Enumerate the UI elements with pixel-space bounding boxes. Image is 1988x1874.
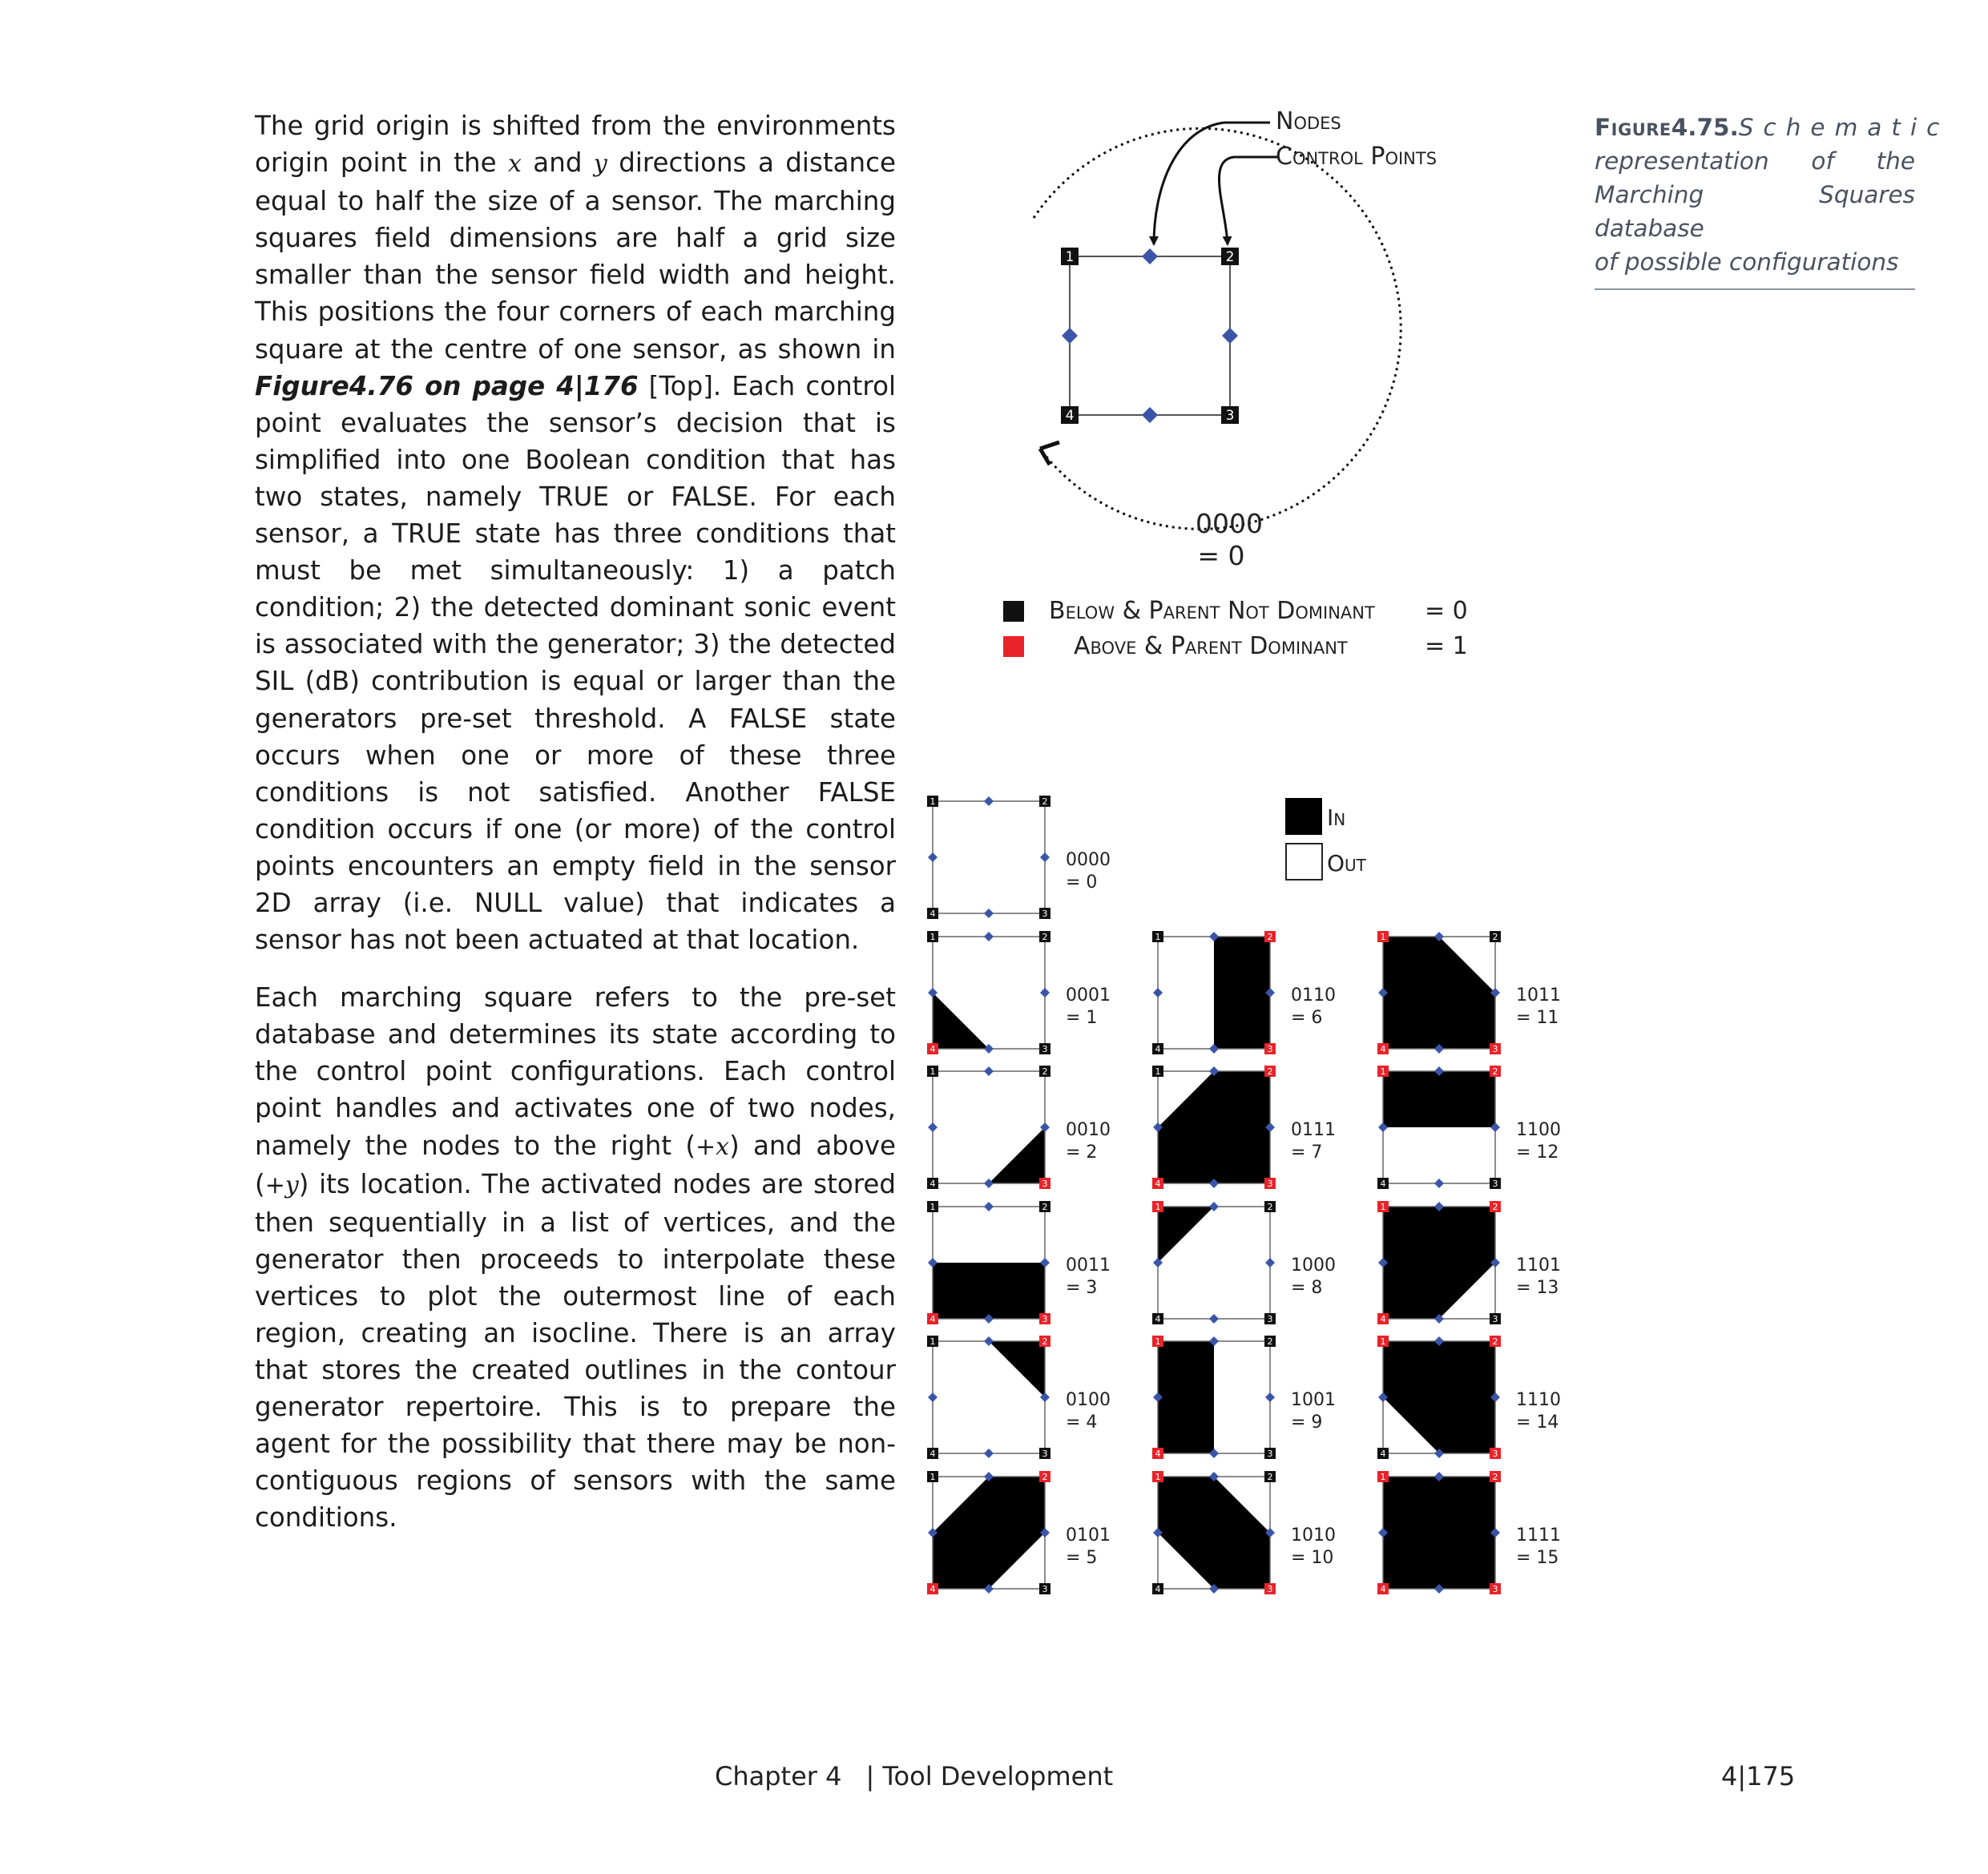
footer-section: | Tool Development (865, 1761, 1114, 1791)
configuration-code: 0111 (1291, 1120, 1336, 1140)
paragraph-2: Each marching square refers to the pre-set database and determines its state according to the control point configurations. Each control point handles and activates one of two nodes, namely the nodes to the right (+x) and above (+y) its location. The activated nodes are stored then sequentially in a list of vertices, and the generator then proceeds to interpolate these vertices to plot the outermost line of each region, creating an isocline. There is an array that stores the created outlines in the contour generator repertoire. This is to prepare the agent for the possibility that there may be non-contiguous regions of sensors with the same conditions. (255, 982, 896, 1533)
configuration-cell (927, 796, 1111, 919)
control-point-number: 4 (1155, 1448, 1161, 1459)
in-region (933, 1263, 1045, 1319)
control-point-number: 1 (1155, 1471, 1161, 1482)
configuration-code: 0110 (1291, 985, 1336, 1006)
configuration-code: 0001 (1066, 985, 1111, 1006)
control-point-number: 1 (1155, 1066, 1161, 1077)
control-point-number: 3 (1042, 1313, 1048, 1324)
control-point-number: 3 (1267, 1583, 1273, 1594)
caption-number: 4.75. (1671, 114, 1739, 141)
control-point-number: 2 (1492, 1336, 1498, 1347)
control-point-number: 3 (1042, 1178, 1048, 1189)
node-diamond-icon (1434, 1179, 1444, 1188)
in-region (933, 1477, 1045, 1589)
schematic-value: = 0 (1197, 540, 1245, 571)
control-point-number: 3 (1225, 407, 1235, 424)
configuration-cell (927, 1066, 1111, 1189)
cell-outline (933, 801, 1045, 913)
configuration-cell (1152, 1336, 1336, 1459)
control-point-number: 2 (1267, 1471, 1273, 1482)
configuration-code: 1000 (1291, 1255, 1336, 1276)
control-point-number: 1 (1380, 1066, 1386, 1077)
configuration-code: 0101 (1066, 1525, 1111, 1546)
node-diamond-icon (1062, 328, 1078, 344)
control-point-number: 2 (1042, 1066, 1048, 1077)
control-point-number: 3 (1492, 1583, 1498, 1594)
control-point-number: 1 (1380, 1201, 1386, 1212)
configuration-cell (1152, 931, 1336, 1054)
control-point-number: 4 (1155, 1313, 1161, 1324)
legend-active-label: Above & Parent Dominant (1074, 632, 1348, 660)
states-legend (1003, 597, 1468, 660)
node-diamond-icon (928, 1122, 938, 1132)
configuration-value: = 5 (1066, 1548, 1098, 1568)
control-point-number: 1 (929, 796, 936, 807)
legend-active-value: = 1 (1425, 632, 1468, 660)
rotation-arrowhead-icon (1040, 442, 1059, 465)
control-point-number: 4 (929, 908, 936, 919)
footer-chapter-label: Chapter 4 (715, 1761, 842, 1791)
configuration-value: = 1 (1066, 1008, 1098, 1028)
fill-legend (1285, 798, 1367, 880)
control-point-number: 2 (1267, 1336, 1273, 1347)
in-region (1383, 1477, 1495, 1589)
control-point-number: 2 (1492, 1066, 1498, 1077)
legend-inactive-swatch (1003, 601, 1024, 622)
configuration-code: 1001 (1291, 1390, 1336, 1410)
figure-reference-link[interactable]: Figure4.76 on page 4|176 (255, 370, 639, 401)
in-region (1383, 1341, 1495, 1453)
in-region (989, 1341, 1045, 1397)
schematic-code: 0000 (1196, 508, 1263, 539)
configuration-value: = 9 (1291, 1413, 1323, 1433)
control-point-number: 4 (929, 1448, 936, 1459)
math-x: x (507, 150, 522, 179)
node-diamond-icon (984, 796, 994, 806)
legend-inactive-value: = 0 (1425, 597, 1468, 625)
configuration-cell (927, 1471, 1111, 1594)
configuration-value: = 15 (1516, 1548, 1559, 1568)
control-point-number: 1 (1065, 248, 1075, 265)
configuration-value: = 10 (1291, 1548, 1334, 1568)
paragraph-1: The grid origin is shifted from the environments origin point in the x and y directions a distance equal to half the size of a sensor. The marching squares field dimensions are half a grid size smaller than the sensor field width and height. This positions the four corners of each marching square at the centre of one sensor, as shown in Figure4.76 on page 4|176 [Top]. Each control point evaluates the sensor’s decision that is simplified into one Boolean condition that has two states, namely TRUE or FALSE. For each sensor, a TRUE state has three conditions that must be met simultaneously: 1) a patch condition; 2) the detected dominant sonic event is associated with the generator; 3) the detected SIL (dB) contribution is equal or larger than the generators pre-set threshold. A FALSE state occurs when one or more of these three conditions is not satisfied. Another FALSE condition occurs if one (or more) of the control points encounters an empty field in the sensor 2D array (i.e. NULL value) that indicates a sensor has not been actuated at that location. (255, 111, 896, 956)
control-point-number: 1 (1380, 931, 1386, 942)
in-region (1383, 1071, 1495, 1127)
control-point-number: 3 (1042, 1448, 1048, 1459)
node-diamond-icon (1222, 328, 1238, 344)
control-point-number: 1 (929, 1471, 936, 1482)
configuration-value: = 7 (1291, 1143, 1323, 1163)
control-point-number: 4 (929, 1178, 936, 1189)
configuration-code: 0000 (1066, 850, 1111, 870)
configuration-cell (927, 1201, 1111, 1324)
configuration-cell (1377, 1336, 1561, 1459)
node-diamond-icon (984, 909, 994, 918)
nodes-label: Nodes (1276, 107, 1341, 135)
schematic-square (1070, 256, 1230, 415)
in-region (1158, 1071, 1270, 1183)
configuration-code: 1111 (1516, 1525, 1561, 1546)
configurations-grid (927, 796, 1561, 1594)
nodes-leader-arrow (1154, 123, 1270, 244)
math-y: y (593, 150, 607, 179)
caption-text: representation of the Marching Squares database (1595, 147, 1915, 242)
in-region (1383, 1207, 1495, 1319)
node-diamond-icon (1265, 1258, 1275, 1267)
configuration-code: 1101 (1516, 1255, 1561, 1276)
control-point-number: 4 (1155, 1178, 1161, 1189)
legend-out-swatch (1286, 844, 1322, 880)
control-point-number: 2 (1225, 248, 1235, 265)
control-point-number: 1 (929, 1066, 936, 1077)
schematic (1034, 107, 1437, 571)
legend-out-label: Out (1327, 850, 1366, 877)
configuration-code: 0011 (1066, 1255, 1111, 1276)
control-point-number: 3 (1492, 1313, 1498, 1324)
control-point-number: 2 (1042, 1201, 1048, 1212)
node-diamond-icon (1265, 1392, 1275, 1402)
configuration-value: = 13 (1516, 1278, 1559, 1298)
control-point-number: 1 (929, 931, 936, 942)
configuration-code: 0010 (1066, 1120, 1111, 1140)
control-point-number: 3 (1492, 1178, 1498, 1189)
control-point-number: 2 (1267, 1201, 1273, 1212)
control-point-number: 2 (1492, 931, 1498, 942)
control-point-number: 3 (1267, 1448, 1273, 1459)
configuration-value: = 4 (1066, 1413, 1098, 1433)
control-points-label: Control Points (1276, 143, 1438, 171)
control-point-number: 4 (929, 1043, 936, 1054)
legend-in-label: In (1327, 804, 1346, 831)
control-point-number: 1 (1155, 931, 1161, 942)
node-diamond-icon (1153, 988, 1163, 997)
configuration-code: 1110 (1516, 1390, 1561, 1410)
in-region (1158, 1341, 1214, 1453)
caption-word-1: Schematic (1738, 114, 1950, 141)
node-diamond-icon (1040, 852, 1050, 862)
configuration-value: = 0 (1066, 873, 1098, 893)
configuration-value: = 3 (1066, 1278, 1098, 1298)
configuration-code: 0100 (1066, 1390, 1111, 1410)
configuration-code: 1011 (1516, 985, 1561, 1006)
control-point-number: 2 (1492, 1201, 1498, 1212)
control-point-number: 3 (1042, 908, 1048, 919)
legend-active-swatch (1003, 636, 1024, 657)
node-diamond-icon (984, 932, 994, 941)
control-point-number: 1 (1380, 1471, 1386, 1482)
control-point-number: 4 (1380, 1178, 1386, 1189)
control-point-number: 2 (1267, 1066, 1273, 1077)
legend-in-swatch (1285, 798, 1322, 835)
node-diamond-icon (1142, 407, 1158, 423)
in-region (1158, 1477, 1270, 1589)
math-plus-x: +x (696, 1132, 730, 1161)
control-point-number: 2 (1267, 931, 1273, 942)
node-diamond-icon (928, 852, 938, 862)
configuration-cell (1377, 1201, 1561, 1324)
configuration-cell (1152, 1471, 1336, 1594)
node-diamond-icon (1142, 248, 1158, 264)
control-point-number: 1 (929, 1336, 936, 1347)
configuration-value: = 12 (1516, 1143, 1559, 1163)
node-diamond-icon (984, 1202, 994, 1211)
in-region (989, 1127, 1045, 1183)
control-point-number: 4 (1380, 1448, 1386, 1459)
legend-inactive-label: Below & Parent Not Dominant (1049, 597, 1375, 625)
configuration-cell (1377, 1471, 1561, 1594)
configuration-cell (1152, 1066, 1336, 1189)
in-region (1214, 937, 1270, 1049)
footer-chapter (715, 1761, 1124, 1791)
in-region (933, 993, 989, 1049)
configuration-value: = 11 (1516, 1008, 1559, 1028)
control-point-number: 3 (1492, 1043, 1498, 1054)
node-diamond-icon (1209, 1314, 1219, 1324)
control-point-number: 2 (1042, 931, 1048, 942)
configuration-code: 1100 (1516, 1120, 1561, 1140)
control-point-number: 1 (929, 1201, 936, 1212)
control-point-number: 1 (1380, 1336, 1386, 1347)
control-point-number: 4 (1065, 407, 1075, 424)
node-diamond-icon (1040, 988, 1050, 997)
configuration-cell (927, 1336, 1111, 1459)
configuration-value: = 14 (1516, 1413, 1559, 1433)
control-point-number: 4 (1155, 1043, 1161, 1054)
control-point-number: 3 (1492, 1448, 1498, 1459)
control-point-number: 4 (1380, 1583, 1386, 1594)
node-diamond-icon (928, 1392, 938, 1402)
caption-label: Figure (1595, 114, 1671, 141)
control-point-number: 3 (1267, 1043, 1273, 1054)
configuration-value: = 2 (1066, 1143, 1098, 1163)
control-point-number: 2 (1042, 1471, 1048, 1482)
caption-last-line: of possible configurations (1595, 248, 1899, 276)
control-point-number: 1 (1155, 1336, 1161, 1347)
math-plus-y: +y (264, 1171, 299, 1199)
configuration-value: = 6 (1291, 1008, 1323, 1028)
control-point-number: 3 (1042, 1043, 1048, 1054)
configuration-cell (1377, 1066, 1561, 1189)
control-point-number: 4 (1380, 1043, 1386, 1054)
control-point-number: 3 (1042, 1583, 1048, 1594)
in-region (1383, 937, 1495, 1049)
configuration-code: 1010 (1291, 1525, 1336, 1546)
control-point-number: 3 (1267, 1313, 1273, 1324)
node-diamond-icon (984, 1066, 994, 1076)
control-point-number: 1 (1155, 1201, 1161, 1212)
node-diamond-icon (984, 1449, 994, 1458)
control-point-number: 2 (1492, 1471, 1498, 1482)
control-point-number: 4 (929, 1583, 936, 1594)
control-point-number: 2 (1042, 1336, 1048, 1347)
control-point-number: 4 (1380, 1313, 1386, 1324)
footer-page-number: 4|175 (1721, 1761, 1796, 1791)
control-point-number: 2 (1042, 796, 1048, 807)
configuration-cell (1377, 931, 1561, 1054)
control-point-number: 4 (1155, 1583, 1161, 1594)
configuration-cell (927, 931, 1111, 1054)
configuration-value: = 8 (1291, 1278, 1323, 1298)
control-points-leader-arrow (1219, 157, 1278, 244)
in-region (1158, 1207, 1214, 1263)
control-point-number: 4 (929, 1313, 936, 1324)
configuration-cell (1152, 1201, 1336, 1324)
rotation-arrow (1034, 128, 1401, 529)
control-point-number: 3 (1267, 1178, 1273, 1189)
